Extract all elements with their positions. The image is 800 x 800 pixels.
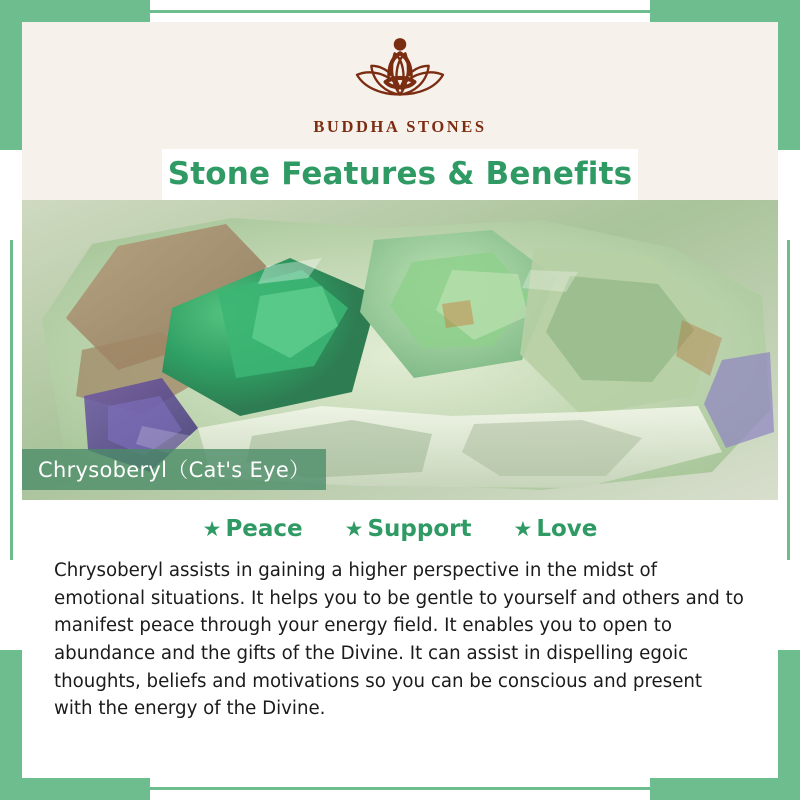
frame-corner-bottom-right xyxy=(778,650,800,800)
header xyxy=(22,22,778,200)
frame-corner-top-left xyxy=(0,0,150,22)
content-card xyxy=(22,22,778,778)
title-banner xyxy=(162,149,638,201)
brand-name: BUDDHA STONES xyxy=(313,117,487,136)
benefit-item-peace xyxy=(203,516,303,542)
frame-corner-bottom-left xyxy=(0,778,150,800)
star-icon: ★ xyxy=(202,516,222,541)
stone-caption: Chrysoberyl（Cat's Eye） xyxy=(22,449,326,490)
page-title: Stone Features & Benefits xyxy=(167,156,633,192)
benefit-item-support xyxy=(345,516,472,542)
benefit-label: Support xyxy=(367,516,472,542)
frame-corner-top-left xyxy=(0,0,22,150)
benefit-label: Love xyxy=(536,516,598,542)
benefit-item-love xyxy=(514,516,598,542)
star-icon: ★ xyxy=(344,516,364,541)
stone-image xyxy=(22,200,778,500)
benefits-row xyxy=(22,516,778,542)
benefit-label: Peace xyxy=(225,516,303,542)
lotus-meditation-icon xyxy=(346,30,454,116)
frame-corner-bottom-left xyxy=(0,650,22,800)
star-icon: ★ xyxy=(513,516,533,541)
description-text: Chrysoberyl assists in gaining a higher perspective in the midst of emotional situations. It helps you to be gentle to yourself and others and to manifest peace through your energy field. It enables you to open to abundance and the gifts of the Divine. It can assist in dispelling egoic thoughts, beliefs and motivations so you can be conscious and present with the energy of the Divine. xyxy=(54,560,744,720)
brand-logo xyxy=(313,30,486,137)
frame-corner-top-right xyxy=(778,0,800,150)
